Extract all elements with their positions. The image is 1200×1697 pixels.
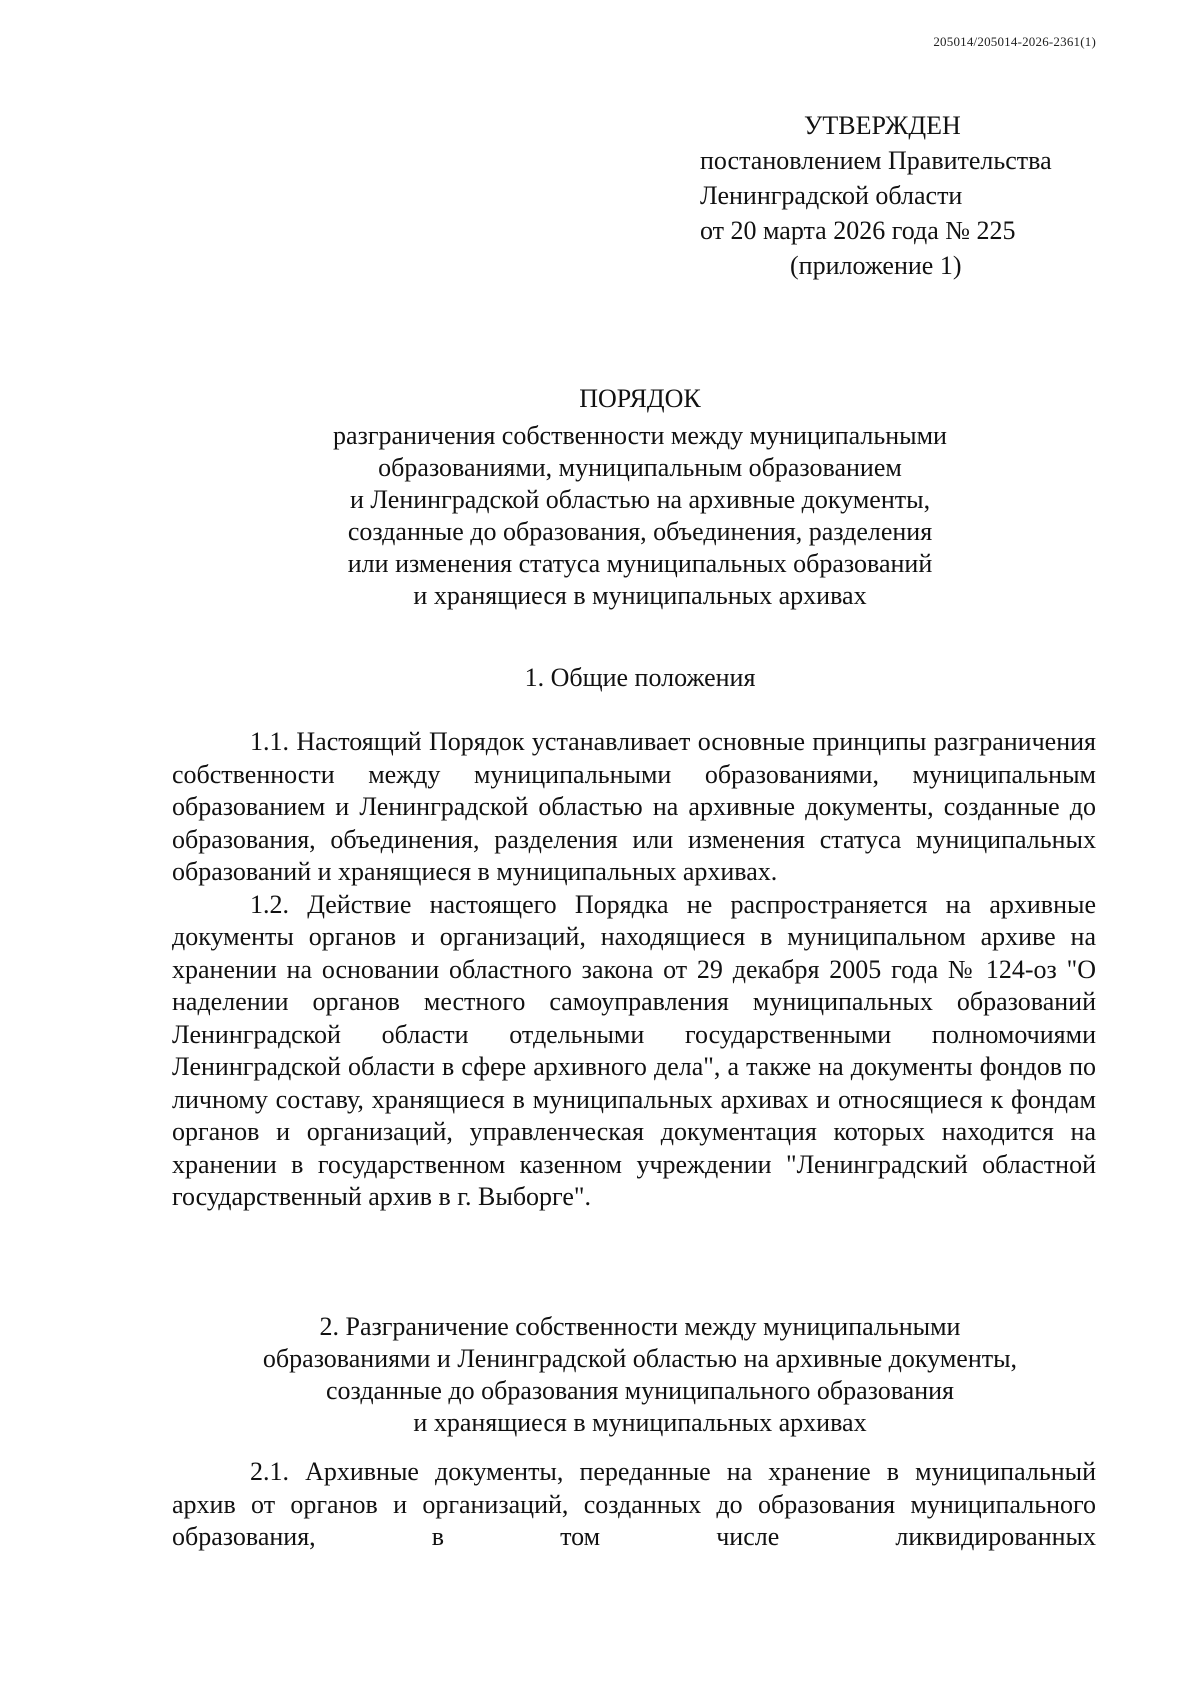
subtitle-line: разграничения собственности между муниципальными — [333, 421, 947, 450]
subtitle-line: и хранящиеся в муниципальных архивах — [413, 581, 867, 610]
approval-line-3: от 20 марта 2026 года № 225 — [700, 216, 1016, 245]
approval-line-1: постановлением Правительства — [700, 146, 1052, 175]
section-2-heading-line: 2. Разграничение собственности между муниципальными — [319, 1312, 961, 1341]
approval-title: УТВЕРЖДЕН — [804, 111, 961, 140]
section-2-body — [172, 1456, 1096, 1554]
paragraph-2-1: 2.1. Архивные документы, переданные на хранение в муниципальный архив от органов и организаций, созданных до образования муниципального образования, в том числе ликвидированных — [172, 1457, 1096, 1551]
approval-stamp-block — [700, 108, 1120, 283]
document-registration-number: 205014/205014-2026-2361(1) — [933, 34, 1096, 49]
approval-line-2: Ленинградской области — [700, 181, 963, 210]
document-title: ПОРЯДОК — [579, 384, 701, 413]
approval-annex: (приложение 1) — [790, 251, 962, 280]
section-1-body — [172, 726, 1096, 1214]
section-2-heading-line: созданные до образования муниципального образования — [325, 1376, 955, 1405]
section-1-heading: 1. Общие положения — [524, 663, 756, 692]
section-2-heading-line: и хранящиеся в муниципальных архивах — [413, 1408, 867, 1437]
paragraph-1-2: 1.2. Действие настоящего Порядка не распространяется на архивные документы органов и организаций, находящиеся в муниципальном архиве на хранении на основании областного закона от 29 декабря 2005 года № 124-оз "О наделении органов местного самоуправления муниципальных образований Ленинградской области отдельными государственными полномочиями Ленинградской области в сфере архивного дела", а также на документы фондов по личному составу, хранящиеся в муниципальных архивах и относящиеся к фондам органов и организаций, управленческая документация которых находится на хранении в государственном казенном учреждении "Ленинградский областной государственный архив в г. Выборге". — [172, 889, 1096, 1211]
subtitle-line: образованиями, муниципальным образованием — [378, 453, 902, 482]
section-2-heading-line: образованиями и Ленинградской областью на архивные документы, — [262, 1344, 1018, 1373]
subtitle-line: или изменения статуса муниципальных образований — [347, 549, 933, 578]
subtitle-line: и Ленинградской областью на архивные документы, — [349, 485, 931, 514]
subtitle-line: созданные до образования, объединения, разделения — [347, 517, 933, 546]
section-2-heading — [0, 1311, 1200, 1439]
paragraph-1-1: 1.1. Настоящий Порядок устанавливает основные принципы разграничения собственности между муниципальными образованиями, муниципальным образованием и Ленинградской областью на архивные документы, созданные до образования, объединения, разделения или изменения статуса муниципальных образований и хранящиеся в муниципальных архивах. — [172, 727, 1096, 886]
document-subtitle — [0, 420, 1200, 612]
